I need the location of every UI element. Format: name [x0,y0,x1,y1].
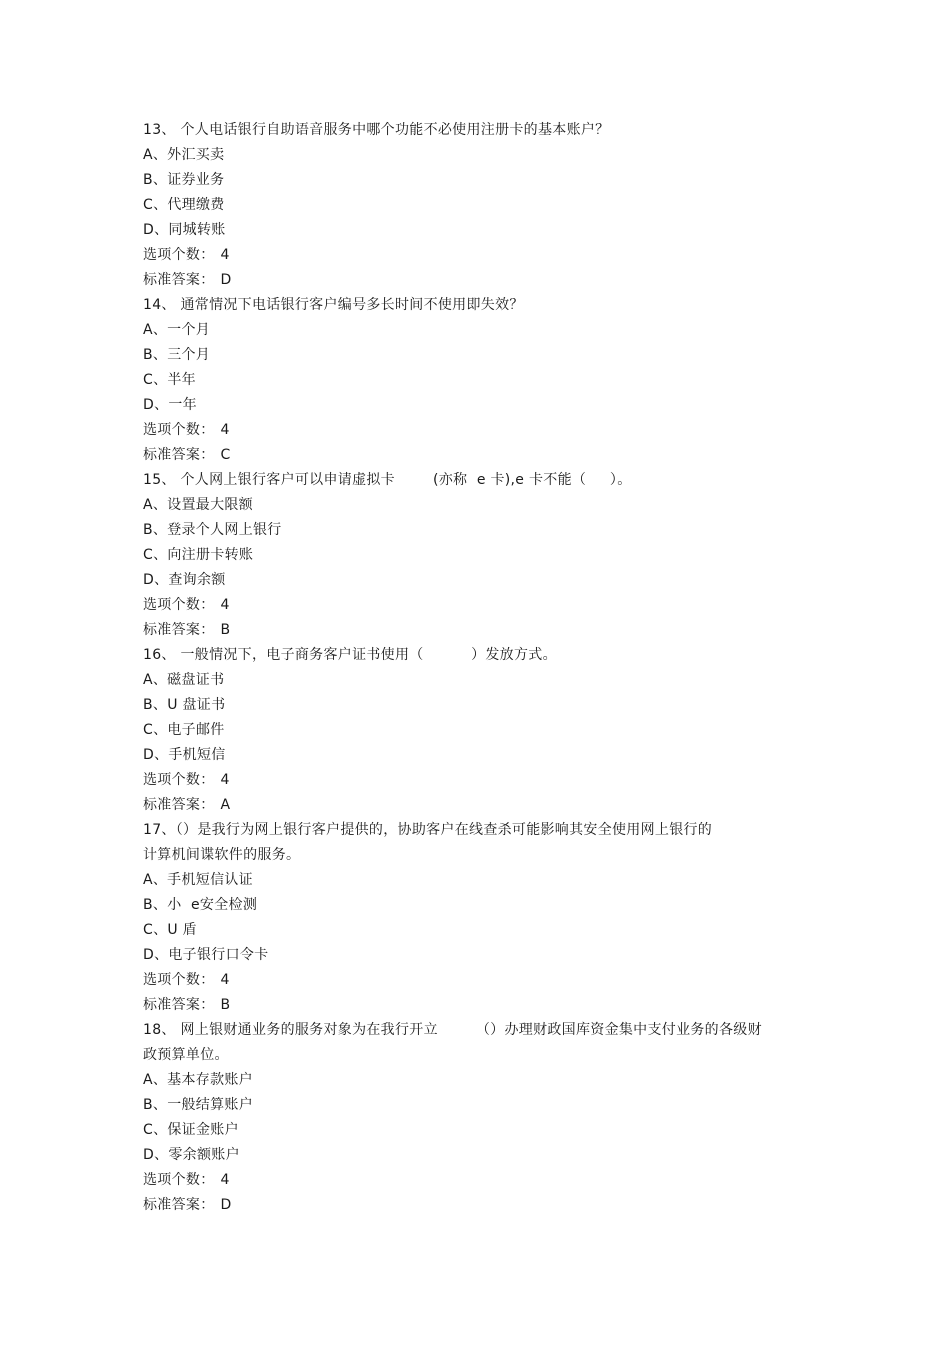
standard-answer-label: 标准答案： [143,272,215,288]
standard-answer-row [143,793,823,818]
standard-answer-row [143,993,823,1018]
option-count-value: 4 [220,1172,230,1188]
option-count-row [143,968,823,993]
option-item: A、基本存款账户 [143,1072,253,1088]
option-item: C、电子邮件 [143,722,225,738]
option-count-label: 选项个数： [143,247,215,263]
option-item: B、一般结算账户 [143,1097,254,1113]
option-item: B、U 盘证书 [143,697,226,713]
option-count-label: 选项个数： [143,422,215,438]
standard-answer-row [143,618,823,643]
question-list [143,118,823,1218]
option-count-row [143,418,823,443]
option-item: D、手机短信 [143,747,226,763]
option-item: A、手机短信认证 [143,872,253,888]
option-item: D、同城转账 [143,222,226,238]
option-count-row [143,593,823,618]
option-item: D、零余额账户 [143,1147,240,1163]
standard-answer-value: C [220,447,231,463]
option-count-value: 4 [220,972,230,988]
option-count-value: 4 [220,597,230,613]
option-item: D、电子银行口令卡 [143,947,269,963]
standard-answer-label: 标准答案： [143,1197,215,1213]
question-text: 15、 个人网上银行客户可以申请虚拟卡 (亦称 e 卡),e 卡不能（ ）。 [143,472,632,488]
standard-answer-value: B [220,622,231,638]
option-item: A、外汇买卖 [143,147,225,163]
option-item: B、登录个人网上银行 [143,522,282,538]
option-item: C、半年 [143,372,196,388]
standard-answer-label: 标准答案： [143,622,215,638]
option-count-row [143,243,823,268]
option-item: B、证券业务 [143,172,225,188]
option-count-label: 选项个数： [143,1172,215,1188]
option-count-label: 选项个数： [143,597,215,613]
option-item: C、向注册卡转账 [143,547,254,563]
option-item: C、代理缴费 [143,197,225,213]
standard-answer-value: B [220,997,231,1013]
question-text: 13、 个人电话银行自助语音服务中哪个功能不必使用注册卡的基本账户？ [143,122,610,138]
question-text: 16、 一般情况下，电子商务客户证书使用（ ）发放方式。 [143,647,557,663]
question-block [143,118,823,293]
question-block [143,468,823,643]
standard-answer-value: A [220,797,231,813]
standard-answer-value: D [220,272,232,288]
option-item: A、一个月 [143,322,211,338]
option-item: C、U 盾 [143,922,197,938]
option-count-label: 选项个数： [143,972,215,988]
standard-answer-row [143,268,823,293]
option-item: A、设置最大限额 [143,497,253,513]
question-block [143,643,823,818]
option-item: C、保证金账户 [143,1122,239,1138]
standard-answer-label: 标准答案： [143,797,215,813]
standard-answer-label: 标准答案： [143,997,215,1013]
option-item: A、磁盘证书 [143,672,225,688]
question-block [143,293,823,468]
option-item: D、一年 [143,397,197,413]
option-count-row [143,1168,823,1193]
question-text: 14、 通常情况下电话银行客户编号多长时间不使用即失效？ [143,297,524,313]
standard-answer-row [143,443,823,468]
question-block [143,818,823,1018]
option-count-value: 4 [220,247,230,263]
option-count-value: 4 [220,772,230,788]
option-count-value: 4 [220,422,230,438]
option-item: B、小 e安全检测 [143,897,258,913]
standard-answer-value: D [220,1197,232,1213]
option-item: D、查询余额 [143,572,226,588]
question-block [143,1018,823,1218]
standard-answer-row [143,1193,823,1218]
option-count-label: 选项个数： [143,772,215,788]
question-text: 17、（）是我行为网上银行客户提供的，协助客户在线查杀可能影响其安全使用网上银行的 计算机间谍软件的服务。 [143,822,713,863]
standard-answer-label: 标准答案： [143,447,215,463]
question-text: 18、 网上银财通业务的服务对象为在我行开立 （）办理财政国库资金集中支付业务的各级财 政预算单位。 [143,1022,762,1063]
option-item: B、三个月 [143,347,211,363]
option-count-row [143,768,823,793]
